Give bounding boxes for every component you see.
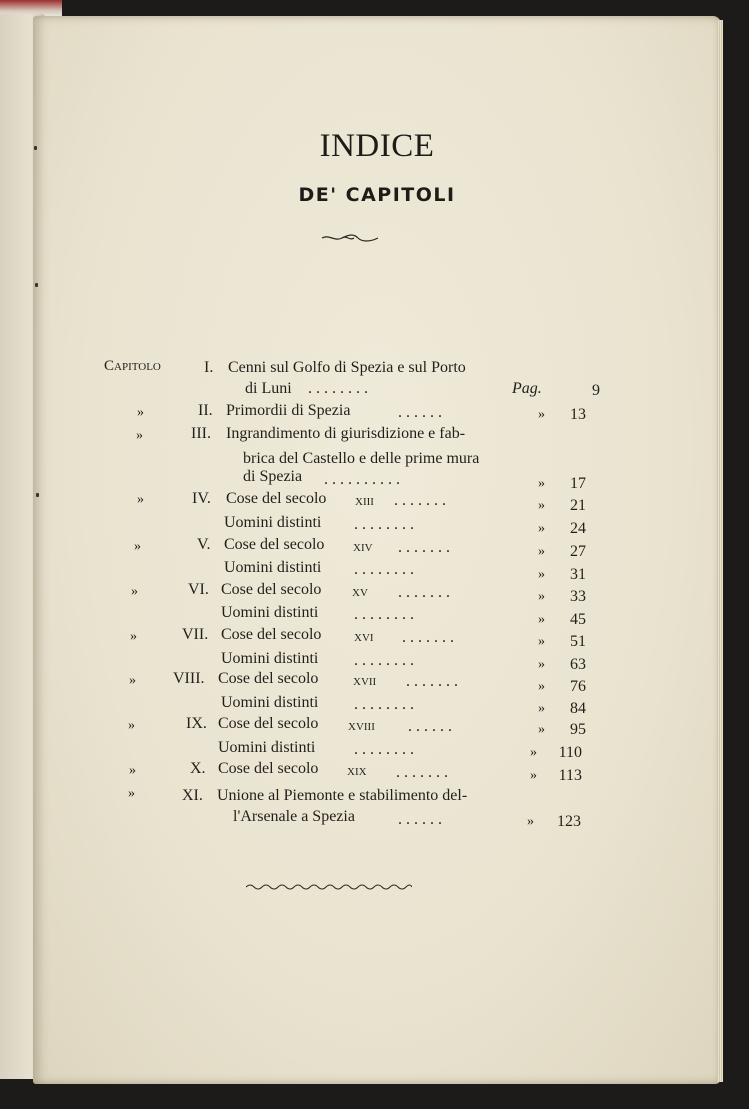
decorative-wavy-rule <box>246 882 412 892</box>
leader-dots: . . . . . . . <box>398 539 450 556</box>
toc-entry-text: Cose del secolo <box>218 760 319 777</box>
toc-entry-text: brica del Castello e delle prime mura <box>243 450 480 467</box>
toc-page-number: 33 <box>570 588 586 605</box>
toc-entry-text: Cenni sul Golfo di Spezia e sul Porto <box>228 359 466 376</box>
toc-numeral: VIII. <box>173 670 205 687</box>
toc-entry-text: Ingrandimento di giurisdizione e fab- <box>226 425 466 442</box>
toc-page-number: 123 <box>557 813 581 830</box>
capitolo-label: Capitolo <box>104 358 161 374</box>
pag-label: Pag. <box>512 380 542 397</box>
century-numeral: xviii <box>348 717 375 734</box>
toc-numeral: IV. <box>192 490 211 507</box>
ditto-mark: » <box>538 701 545 716</box>
ink-spot <box>35 283 38 287</box>
leader-dots: . . . . . . . . <box>354 606 414 623</box>
leader-dots: . . . . . . . . <box>308 380 368 397</box>
century-numeral: xiv <box>353 538 373 555</box>
toc-entry-text: di Luni <box>245 380 292 397</box>
toc-entry-text: Cose del secolo <box>221 581 322 598</box>
toc-sub-entry: Uomini distinti <box>224 514 322 531</box>
toc-page-number: 45 <box>570 611 586 628</box>
toc-page-number: 113 <box>558 767 582 784</box>
ditto-mark: » <box>538 498 545 513</box>
ditto-mark: » <box>130 629 137 644</box>
ditto-mark: » <box>538 612 545 627</box>
toc-page-number: 31 <box>570 566 586 583</box>
century-numeral: xix <box>347 762 367 779</box>
toc-entry-text: Cose del secolo <box>218 670 319 687</box>
toc-page-number: 17 <box>570 475 586 492</box>
toc-numeral: XI. <box>182 787 203 804</box>
century-numeral: xvi <box>354 628 374 645</box>
leader-dots: . . . . . . . . <box>354 696 414 713</box>
toc-entry-text: Cose del secolo <box>221 626 322 643</box>
leader-dots: . . . . . . . . . . <box>324 471 400 488</box>
leader-dots: . . . . . . <box>408 718 452 735</box>
leader-dots: . . . . . . . <box>402 629 454 646</box>
century-numeral: xvii <box>353 672 377 689</box>
ditto-mark: » <box>134 539 141 554</box>
leader-dots: . . . . . . . . <box>354 741 414 758</box>
ditto-mark: » <box>128 718 135 733</box>
toc-page-number: 24 <box>570 520 586 537</box>
ditto-mark: » <box>538 407 545 422</box>
ink-spot <box>36 493 39 497</box>
page-subtitle: DE' CAPITOLI <box>298 184 456 206</box>
leader-dots: . . . . . . . <box>406 673 458 690</box>
ditto-mark: » <box>538 722 545 737</box>
ditto-mark: » <box>128 786 135 801</box>
ditto-mark: » <box>530 745 537 760</box>
ditto-mark: » <box>538 589 545 604</box>
ditto-mark: » <box>137 405 144 420</box>
toc-sub-entry: Uomini distinti <box>221 604 319 621</box>
toc-numeral: VII. <box>182 626 209 643</box>
toc-page-number: 21 <box>570 497 586 514</box>
toc-numeral: III. <box>191 425 211 442</box>
page-stack-edge <box>717 20 723 1082</box>
toc-page-number: 110 <box>558 744 582 761</box>
ditto-mark: » <box>538 567 545 582</box>
toc-numeral: X. <box>190 760 206 777</box>
leader-dots: . . . . . . . . <box>354 561 414 578</box>
toc-page-number: 51 <box>570 633 586 650</box>
toc-entry-text: Cose del secolo <box>218 715 319 732</box>
toc-numeral: V. <box>197 536 211 553</box>
leader-dots: . . . . . . <box>398 404 442 421</box>
ditto-mark: » <box>131 584 138 599</box>
ditto-mark: » <box>538 634 545 649</box>
leader-dots: . . . . . . . . <box>354 652 414 669</box>
ditto-mark: » <box>538 521 545 536</box>
toc-page-number: 27 <box>570 543 586 560</box>
ditto-mark: » <box>530 768 537 783</box>
ditto-mark: » <box>129 763 136 778</box>
toc-sub-entry: Uomini distinti <box>221 694 319 711</box>
leader-dots: . . . . . . . <box>396 764 448 781</box>
toc-entry-text: Cose del secolo <box>226 490 327 507</box>
ditto-mark: » <box>538 544 545 559</box>
ditto-mark: » <box>538 657 545 672</box>
leader-dots: . . . . . . . . <box>354 516 414 533</box>
toc-numeral: I. <box>204 359 214 376</box>
leader-dots: . . . . . . . <box>394 492 446 509</box>
toc-entry-text: Cose del secolo <box>224 536 325 553</box>
toc-sub-entry: Uomini distinti <box>218 739 316 756</box>
leader-dots: . . . . . . <box>398 811 442 828</box>
page-title: INDICE <box>319 128 435 164</box>
ditto-mark: » <box>538 679 545 694</box>
toc-entry-text: Primordii di Spezia <box>226 402 351 419</box>
century-numeral: xv <box>352 583 368 600</box>
ditto-mark: » <box>137 492 144 507</box>
toc-entry-text: di Spezia <box>243 468 303 485</box>
toc-page-number: 13 <box>570 406 586 423</box>
ditto-mark: » <box>129 673 136 688</box>
toc-numeral: VI. <box>188 581 209 598</box>
toc-page-number: 84 <box>570 700 586 717</box>
toc-sub-entry: Uomini distinti <box>224 559 322 576</box>
toc-page-number: 76 <box>570 678 586 695</box>
toc-page-number: 95 <box>570 721 586 738</box>
ditto-mark: » <box>527 814 534 829</box>
toc-page-number: 63 <box>570 656 586 673</box>
toc-sub-entry: Uomini distinti <box>221 650 319 667</box>
ditto-mark: » <box>538 476 545 491</box>
leader-dots: . . . . . . . <box>398 584 450 601</box>
toc-entry-text: Unione al Piemonte e stabilimento del- <box>217 787 468 804</box>
ditto-mark: » <box>136 428 143 443</box>
toc-entry-text: l'Arsenale a Spezia <box>233 808 355 825</box>
toc-page-number: 9 <box>592 382 600 399</box>
toc-numeral: IX. <box>186 715 207 732</box>
ornament-flourish <box>320 232 380 244</box>
century-numeral: xiii <box>355 492 374 509</box>
toc-numeral: II. <box>198 402 213 419</box>
